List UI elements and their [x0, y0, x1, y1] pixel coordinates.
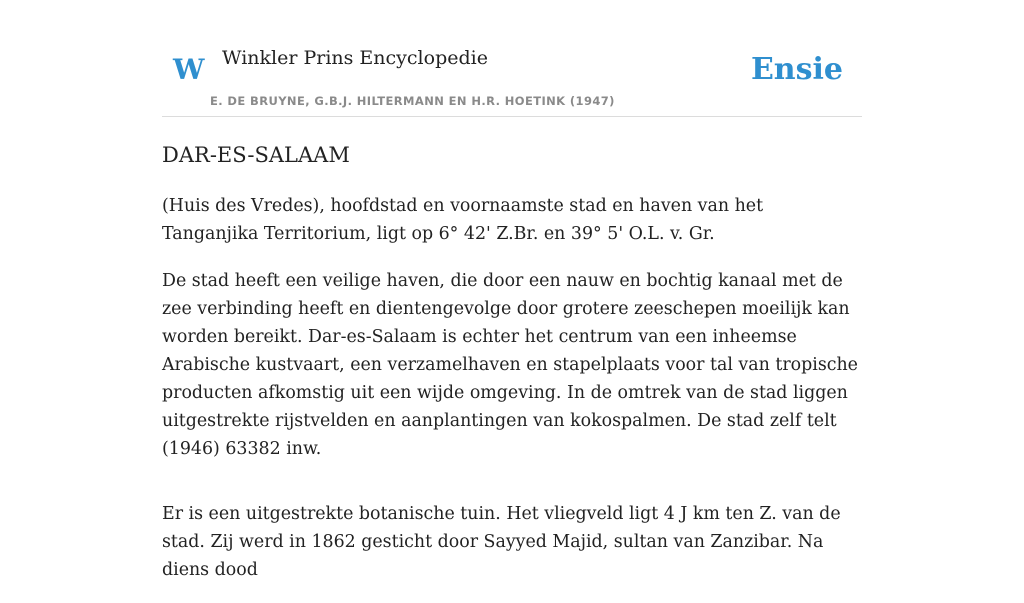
article-paragraph: De stad heeft een veilige haven, die door een nauw en bochtig kanaal met de zee verbinding heeft en dientengevolge door grotere zeeschepen moeilijk kan worden bereikt. Dar-es-Salaam is echter het centrum van een inheemse Arabische kustvaart, een verzamelhaven en stapelplaats voor tal van tropische producten afkomstig uit een wijde omgeving. In de omtrek van de stad liggen uitgestrekte rijstvelden en aanplantingen van kokospalmen. De stad zelf telt (1946) 63382 inw.	[162, 271, 858, 459]
site-header	[162, 0, 862, 117]
encyclopedia-authors: E. DE BRUYNE, G.B.J. HILTERMANN EN H.R. HOETINK (1947)	[210, 94, 615, 108]
ensie-logo-link[interactable]: Ensie	[750, 52, 843, 87]
article-paragraph: (Huis des Vredes), hoofdstad en voornaamste stad en haven van het Tanganjika Territorium, ligt op 6° 42' Z.Br. en 39° 5' O.L. v. Gr.	[162, 196, 764, 244]
article-body	[162, 192, 862, 603]
article-paragraph: Er is een uitgestrekte botanische tuin. Het vliegveld ligt 4 J km ten Z. van de stad. Zij werd in 1862 gesticht door Sayyed Majid, sultan van Zanzibar. Na diens dood	[162, 504, 841, 580]
article-title: DAR-ES-SALAAM	[162, 143, 350, 167]
encyclopedia-title[interactable]: Winkler Prins Encyclopedie	[222, 47, 488, 69]
encyclopedia-logo[interactable]: W	[173, 53, 205, 86]
